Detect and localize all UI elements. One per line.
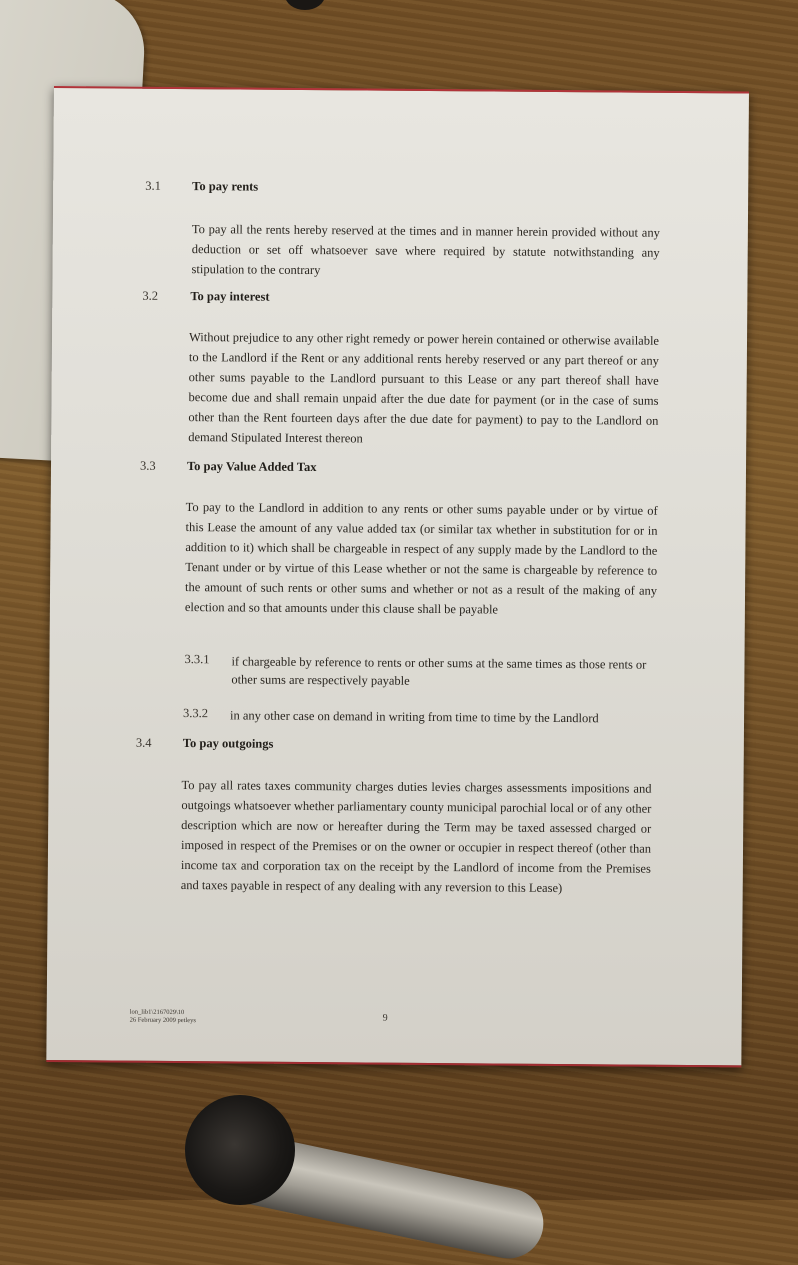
section-number: 3.3 — [139, 458, 156, 473]
subclause-text: in any other case on demand in writing from time to time by the Landlord — [230, 708, 599, 726]
section-title: To pay rents — [192, 179, 259, 194]
subclause-number: 3.3.1 — [184, 652, 210, 667]
reference-date-line: 26 February 2009 petleys — [129, 1016, 196, 1025]
section-body: Without prejudice to any other right remedy or power herein contained or otherwise available to the Landlord if the Rent or any additional rents hereby reserved or any part thereof or any other sums payable to the Landlord pursuant to this Lease or any part thereof shall have become due and shall remain unpaid after the due date for payment (or in the case of sums other than the Rent fourteen days after the due date for payment) to pay to the Landlord on demand Stipulated Interest thereon — [188, 330, 660, 446]
section-number: 3.1 — [145, 178, 161, 193]
section-title: To pay interest — [190, 289, 270, 304]
section-body: To pay to the Landlord in addition to any rents or other sums payable under or by virtue of this Lease the amount of any value added tax (or similar tax whether in substitution for or in addition to it) which shall be chargeable in respect of any supply made by the Landlord to the Tenant under or by virtue of this Lease whether or not the same is chargeable by reference to the amount of such rents or other sums and whether or not as a result of the making of any election and so that amounts under this clause shall be payable — [184, 500, 658, 617]
section-body: To pay all rates taxes community charges duties levies charges assessments impositions and outgoings whatsoever whether parliamentary county municipal parochial local or of any other description which are now or hereafter during the Term may be taxed assessed charged or imposed in respect of the Premises or on the owner or occupier in respect thereof (other than income tax and corporation tax on the receipt by the Landlord of income from the Premises and taxes payable in respect of any dealing with any reversion to this Lease) — [180, 778, 652, 896]
reference-line: lon_lib1\2167029\10 — [129, 1008, 185, 1017]
section-title: To pay outgoings — [182, 736, 274, 751]
subclause-text: if chargeable by reference to rents or other sums at the same times as those rents or other sums are respectively payable — [231, 654, 647, 688]
pen-cap — [185, 1095, 295, 1205]
document-reference — [130, 1009, 196, 1026]
page-number: 9 — [382, 1012, 388, 1024]
section-number: 3.4 — [135, 735, 152, 750]
section-body: To pay all the rents hereby reserved at the times and in manner herein provided without any deduction or set off whatsoever save where required by statute notwithstanding any stipulation to the contrary — [191, 222, 660, 278]
document-page — [46, 86, 749, 1067]
pen-cap-top — [285, 0, 325, 10]
subclause-number: 3.3.2 — [183, 706, 209, 721]
section-title: To pay Value Added Tax — [186, 459, 317, 475]
section-number: 3.2 — [142, 288, 159, 303]
